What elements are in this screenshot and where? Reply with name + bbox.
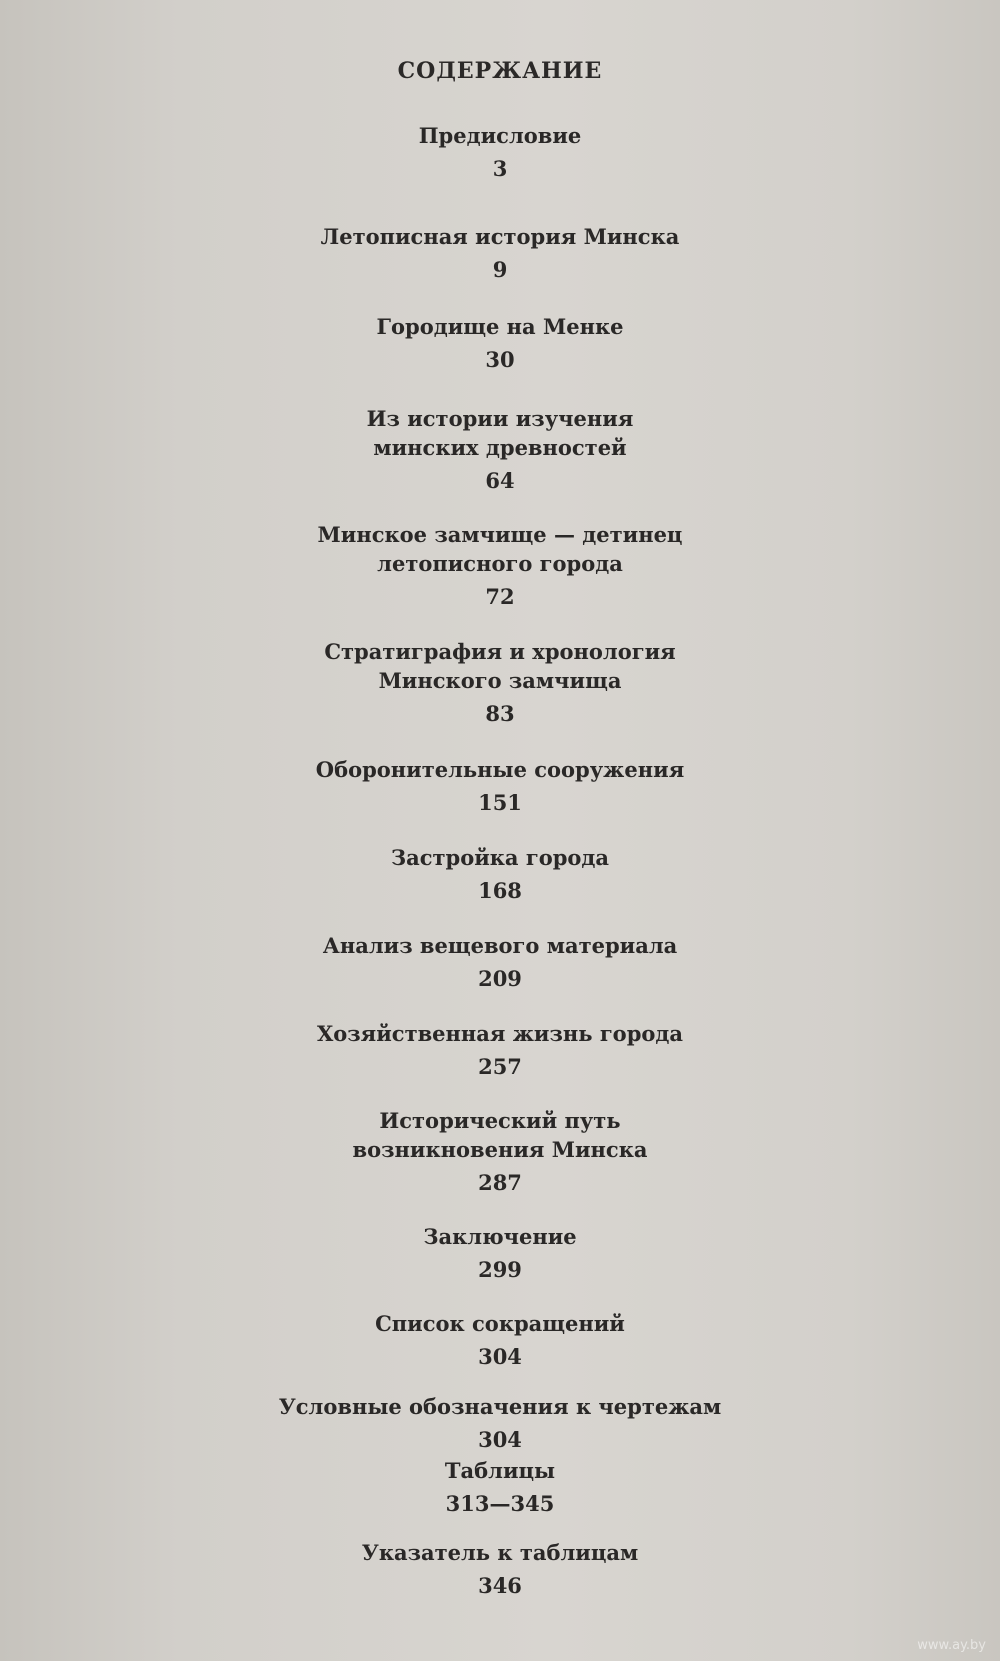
toc-entry-title: Хозяйственная жизнь города — [316, 1021, 683, 1046]
toc-entry — [0, 931, 1000, 993]
toc-entry-page: 72 — [485, 584, 515, 609]
toc-entry-page: 299 — [478, 1257, 522, 1282]
watermark: www.ay.by — [917, 1638, 986, 1653]
toc-entry-title: Условные обозначения к чертежам — [278, 1394, 722, 1419]
toc-entry-page: 313—345 — [445, 1491, 555, 1516]
toc-entry-page: 9 — [492, 257, 508, 282]
toc-entry — [0, 1106, 1000, 1197]
toc-entry-title: Из истории изучения минских древностей — [366, 406, 634, 460]
toc-entry — [0, 1222, 1000, 1284]
toc-entry — [0, 1019, 1000, 1081]
toc-entry — [0, 843, 1000, 905]
toc-entry-page: 168 — [478, 878, 522, 903]
toc-entry — [0, 404, 1000, 495]
toc-entry-title: Исторический путь возникновения Минска — [352, 1108, 648, 1162]
toc-entry-page: 83 — [485, 701, 515, 726]
toc-entry-title: Список сокращений — [375, 1311, 625, 1336]
toc-entry-title: Застройка города — [390, 845, 610, 870]
toc-entry — [0, 1309, 1000, 1371]
toc-entry-title: Анализ вещевого материала — [322, 933, 678, 958]
toc-entry — [0, 1538, 1000, 1600]
toc-entry — [0, 520, 1000, 611]
toc-entry-page: 257 — [478, 1054, 522, 1079]
toc-entry — [0, 755, 1000, 817]
toc-entry-title: Стратиграфия и хронология Минского замчища — [324, 639, 676, 693]
toc-entry-title: Городище на Менке — [376, 314, 624, 339]
toc-entry-title: Летописная история Минска — [320, 224, 680, 249]
toc-entry-page: 3 — [492, 156, 508, 181]
toc-entry-title: Заключение — [423, 1224, 577, 1249]
toc-entry — [0, 1456, 1000, 1518]
toc-entry-page: 346 — [478, 1573, 522, 1598]
toc-entry-title: Таблицы — [444, 1458, 556, 1483]
toc-entry-page: 209 — [478, 966, 522, 991]
toc-entry — [0, 121, 1000, 183]
toc-entry — [0, 312, 1000, 374]
page-title: СОДЕРЖАНИЕ — [397, 58, 603, 84]
toc-entry — [0, 637, 1000, 728]
toc-entry-title: Указатель к таблицам — [361, 1540, 639, 1565]
toc-entry-page: 304 — [478, 1344, 522, 1369]
toc-entry-page: 151 — [478, 790, 522, 815]
toc-entry-page: 64 — [485, 468, 515, 493]
toc-entry-page: 287 — [478, 1170, 522, 1195]
toc-entry-title: Минское замчище — детинец летописного города — [317, 522, 683, 576]
toc-entry-title: Предисловие — [418, 123, 582, 148]
toc-entry-page: 304 — [478, 1427, 522, 1452]
toc-entry-title: Оборонительные сооружения — [315, 757, 685, 782]
toc-entry — [0, 1392, 1000, 1454]
toc-entry — [0, 222, 1000, 284]
toc-entry-page: 30 — [485, 347, 515, 372]
